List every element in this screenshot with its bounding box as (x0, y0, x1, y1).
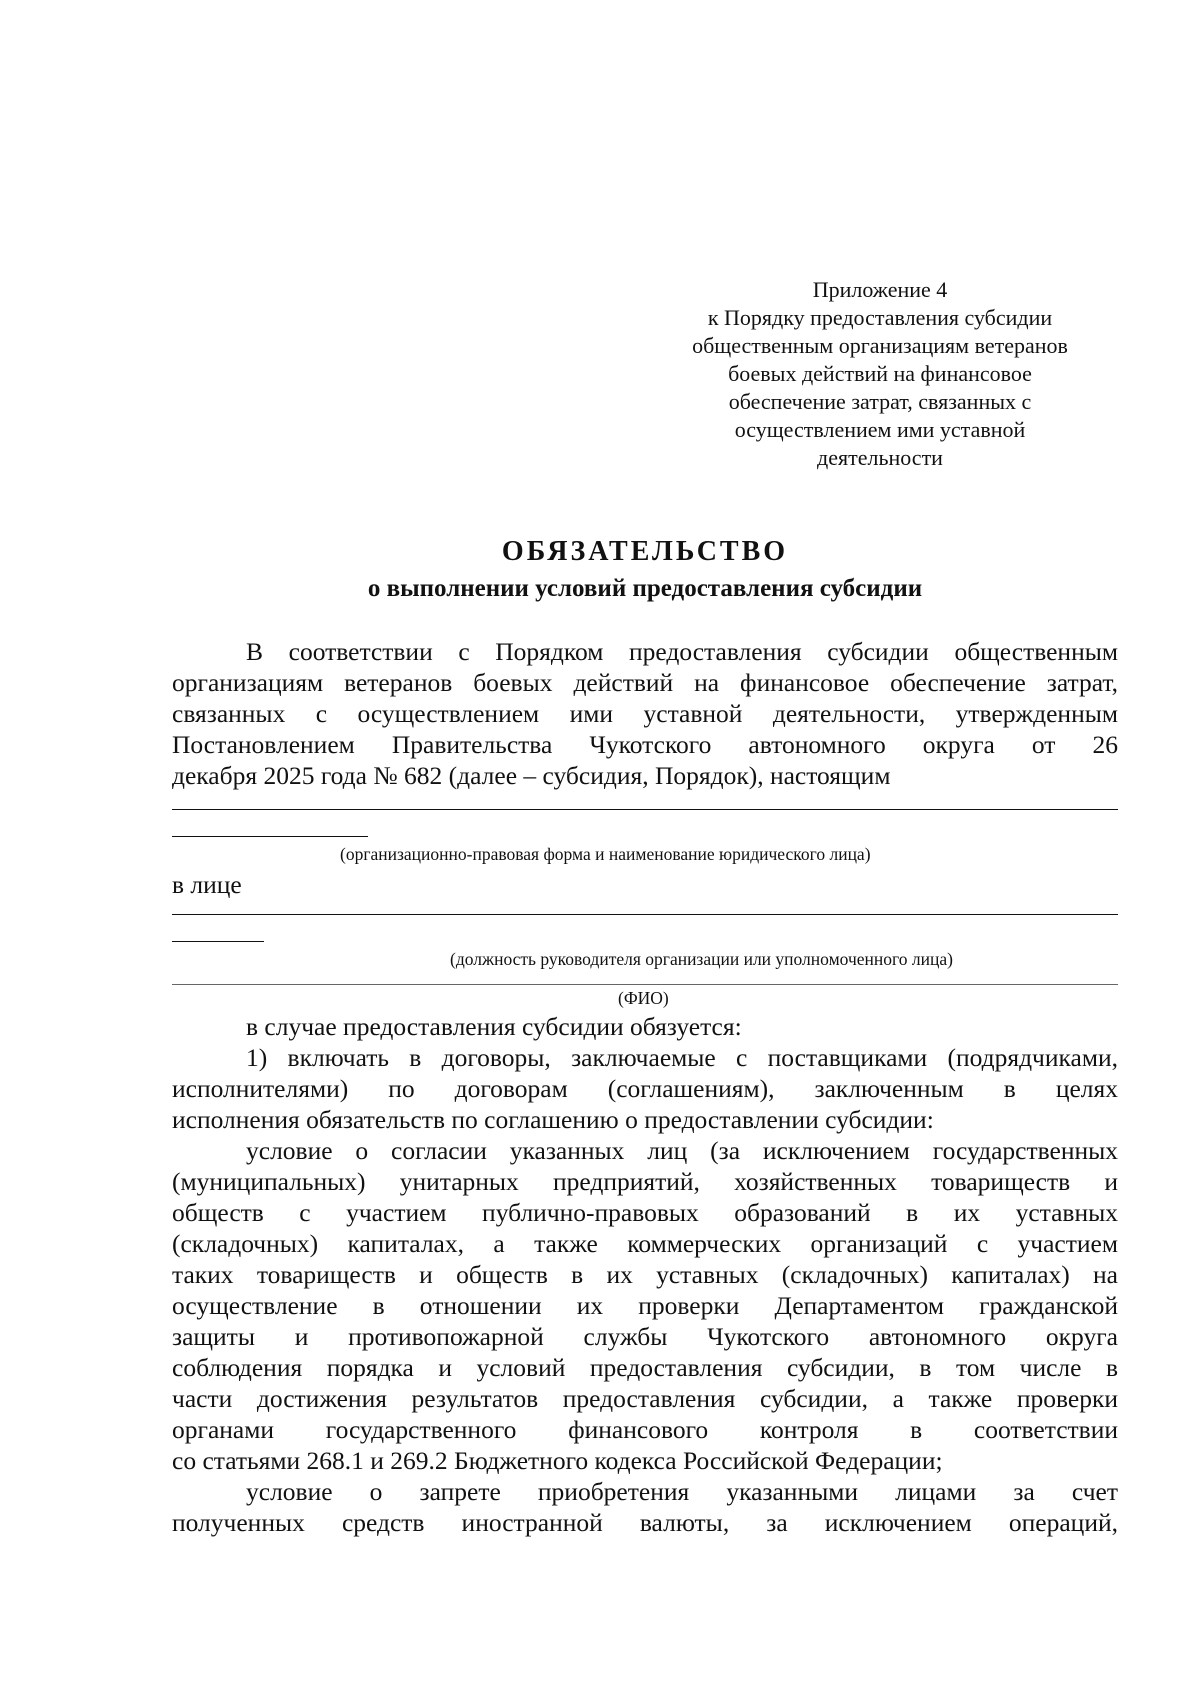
intro-paragraph (172, 636, 1118, 791)
fio-caption: (ФИО) (618, 988, 669, 1008)
text-line: осуществление в отношении их проверки Департаментом гражданской (172, 1291, 1118, 1320)
appendix-line: Приложение 4 (812, 277, 948, 302)
appendix-header (655, 276, 1105, 472)
position-caption: (должность руководителя организации или уполномоченного лица) (450, 949, 953, 969)
appendix-line: общественным организациям ветеранов (692, 333, 1068, 358)
text-line: (складочных) капиталах, а также коммерческих организаций с участием (172, 1229, 1118, 1258)
document-title (172, 535, 1118, 607)
text-line: части достижения результатов предоставления субсидии, а также проверки (172, 1384, 1118, 1413)
appendix-line: к Порядку предоставления субсидии (707, 305, 1053, 330)
obligations-lead: в случае предоставления субсидии обязуется: (246, 1012, 742, 1041)
condition-currency-paragraph (172, 1476, 1118, 1538)
appendix-line: боевых действий на финансовое (728, 361, 1032, 386)
position-blank-line-cont[interactable] (172, 915, 264, 942)
document-body (172, 636, 1118, 1538)
org-caption: (организационно-правовая форма и наименование юридического лица) (340, 844, 871, 864)
text-line: 1) включать в договоры, заключаемые с поставщиками (подрядчиками, (246, 1043, 1118, 1072)
obligation-item-1 (172, 1042, 1118, 1135)
appendix-line: обеспечение затрат, связанных с (728, 389, 1032, 414)
text-line: В соответствии с Порядком предоставления субсидии общественным (246, 637, 1118, 666)
text-line: Постановлением Правительства Чукотского автономного округа от 26 (172, 730, 1118, 759)
person-prefix: в лице (172, 870, 242, 899)
condition-consent-paragraph (172, 1135, 1118, 1476)
fio-blank-line[interactable] (172, 970, 1118, 985)
text-line: со статьями 268.1 и 269.2 Бюджетного кодекса Российской Федерации; (172, 1446, 943, 1475)
text-line: связанных с осуществлением ими уставной деятельности, утвержденным (172, 699, 1118, 728)
text-line: условие о согласии указанных лиц (за исключением государственных (246, 1136, 1118, 1165)
text-line: исполнителями) по договорам (соглашениям), заключенным в целях (172, 1074, 1118, 1103)
title-main: ОБЯЗАТЕЛЬСТВО (501, 536, 789, 567)
text-line: обществ с участием публично-правовых образований в их уставных (172, 1198, 1118, 1227)
appendix-line: осуществлением ими уставной (734, 417, 1026, 442)
text-line: декабря 2025 года № 682 (далее – субсидия, Порядок), настоящим (172, 761, 891, 790)
text-line: организациям ветеранов боевых действий на финансовое обеспечение затрат, (172, 668, 1118, 697)
text-line: соблюдения порядка и условий предоставления субсидии, в том числе в (172, 1353, 1118, 1382)
org-name-blank-line[interactable] (172, 791, 1118, 810)
text-line: защиты и противопожарной службы Чукотского автономного округа (172, 1322, 1118, 1351)
text-line: условие о запрете приобретения указанными лицами за счет (246, 1477, 1118, 1506)
obligations-section (172, 1011, 1118, 1538)
appendix-line: деятельности (817, 445, 943, 470)
org-name-blank-line-cont[interactable] (172, 810, 368, 837)
title-subtitle: о выполнении условий предоставления субсидии (367, 575, 923, 602)
text-line: исполнения обязательств по соглашению о предоставлении субсидии: (172, 1105, 934, 1134)
position-blank-line[interactable] (172, 904, 1118, 915)
text-line: органами государственного финансового контроля в соответствии (172, 1415, 1118, 1444)
text-line: таких товариществ и обществ в их уставных (складочных) капиталах) на (172, 1260, 1118, 1289)
text-line: (муниципальных) унитарных предприятий, хозяйственных товариществ и (172, 1167, 1118, 1196)
text-line: полученных средств иностранной валюты, за исключением операций, (172, 1508, 1118, 1537)
